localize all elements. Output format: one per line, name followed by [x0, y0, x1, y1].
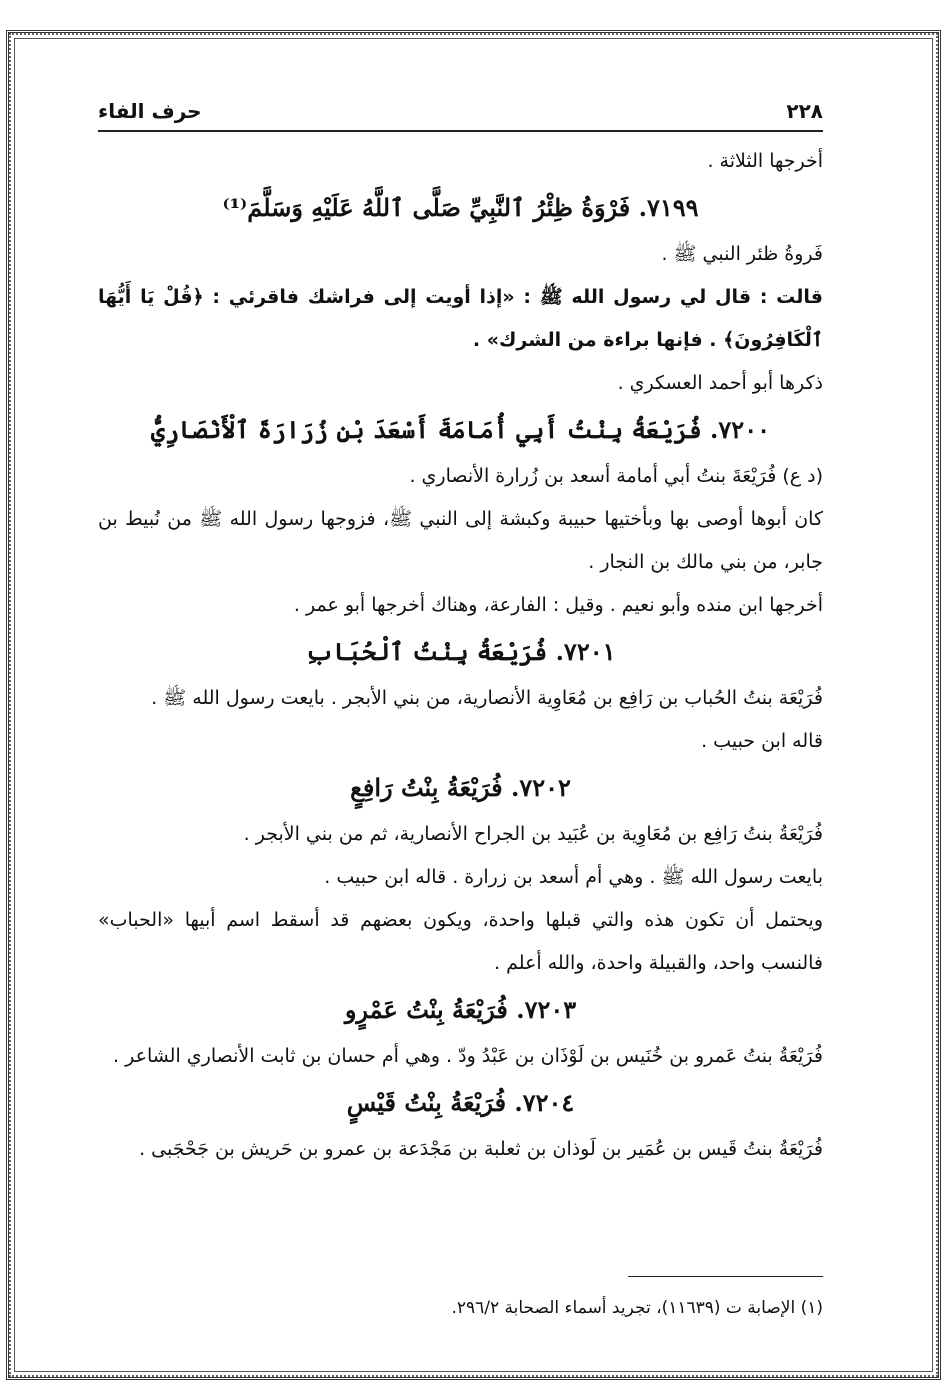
paragraph: فُرَيْعَةُ بنتُ قَيس بن عُمَير بن لَوذان بن ثعلبة بن مَجْدَعة بن عمرو بن حَريش بن جَحْجَبى . — [139, 1138, 823, 1160]
page-header — [98, 96, 823, 126]
paragraph: ويحتمل أن تكون هذه والتي قبلها واحدة، ويكون بعضهم قد أسقط اسم أبيها «الحباب» فالنسب واحد، والقبيلة واحدة، والله أعلم . — [98, 909, 823, 974]
paragraph: أخرجها ابن منده وأبو نعيم . وقيل : الفارعة، وهناك أخرجها أبو عمر . — [293, 594, 823, 616]
entry-title: ٧٢٠٢. فُرَيْعَةُ بِنْتُ رَافِعٍ — [350, 773, 571, 802]
paragraph: فُرَيْعَةُ بنتُ عَمرو بن خُنَيس بن لَوْذَان بن عَبْدُ ودّ . وهي أم حسان بن ثابت الأنصاري الشاعر . — [113, 1045, 823, 1067]
header-rule — [98, 130, 823, 132]
page-number: ٢٢٨ — [786, 99, 823, 123]
paragraph: فُرَيْعَةُ بنتُ رَافِع بن مُعَاوِية بن عُبَيد بن الجراح الأنصارية، ثم من بني الأبجر . — [243, 823, 823, 845]
footnote: (١) الإصابة ت (١١٦٣٩)، تجريد أسماء الصحابة ٢٩٦/٢. — [451, 1298, 823, 1318]
running-title: حرف الفاء — [98, 99, 202, 123]
entry-title: ٧٢٠٤. فُرَيْعَةُ بِنْتُ قَيْسٍ — [346, 1088, 575, 1117]
entry-title: ٧٢٠٠. فُرَيْعَةُ بِنْتُ أَبِي أُمَامَةَ أَسْعَدَ بْنِ زُرَارَةَ ٱلْأَنْصَارِيُّ — [151, 415, 770, 444]
paragraph: قاله ابن حبيب . — [701, 730, 823, 752]
main-text — [98, 140, 823, 1260]
paragraph: ذكرها أبو أحمد العسكري . — [617, 372, 823, 394]
paragraph: بايعت رسول الله ﷺ . وهي أم أسعد بن زرارة . قاله ابن حبيب . — [324, 866, 823, 888]
paragraph: فُرَيْعَة بنتُ الحُباب بن رَافِع بن مُعَاوِية الأنصارية، من بني الأبجر . بايعت رسول الله ﷺ . — [151, 687, 823, 709]
paragraph: قالت : قال لي رسول الله ﷺ : «إذا أويت إلى فراشك فاقرئي : ﴿قُلْ يَا أَيُّهَا ٱلْكَافِرُونَ﴾ . فإنها براءة من الشرك» . — [98, 286, 823, 351]
entry-title: ٧٢٠١. فُرَيْعَةُ بِنْتُ ٱلْحُبَابِ — [305, 637, 616, 666]
paragraph: أخرجها الثلاثة . — [707, 150, 823, 172]
footnote-rule — [628, 1276, 823, 1277]
entry-title: ٧١٩٩. فَرْوَةُ ظِئْرُ ٱلنَّبِيِّ صَلَّى ٱللَّهُ عَلَيْهِ وَسَلَّمَ⁽¹⁾ — [222, 193, 699, 222]
entry-title: ٧٢٠٣. فُرَيْعَةُ بِنْتُ عَمْرٍو — [344, 995, 577, 1024]
paragraph: (د ع) فُرَيْعَةَ بنتُ أبي أمامة أسعد بن زُرارة الأنصاري . — [409, 465, 823, 487]
paragraph: فَروةُ ظئر النبي ﷺ . — [661, 243, 823, 265]
paragraph: كان أبوها أوصى بها وبأختيها حبيبة وكبشة إلى النبي ﷺ، فزوجها رسول الله ﷺ من نُبيط بن جابر، من بني مالك بن النجار . — [98, 508, 823, 573]
